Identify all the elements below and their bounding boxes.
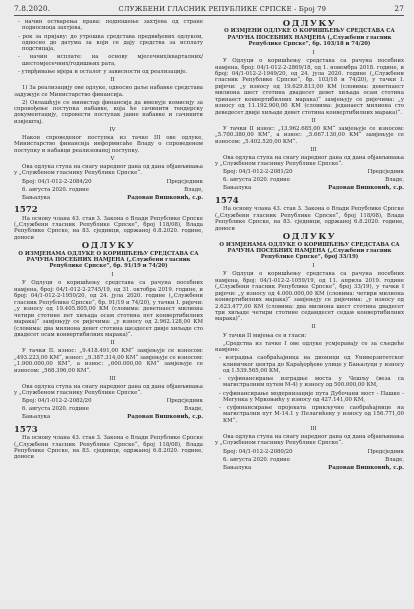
page-header <box>14 4 404 16</box>
paragraph: Ова одлука ступа на снагу наредног дана од дана објављивања у „Службеном гласнику Републике Српске“. <box>215 434 404 447</box>
paragraph: Ова одлука ступа на снагу наредног дана од дана објављивања у „Службеном гласнику Републике Српске“. <box>14 164 203 177</box>
section-number: III <box>310 425 317 432</box>
list-item: - начин остварења права: подношење захтјева од стране подносиоца захтјева, <box>18 19 203 32</box>
act-number: 1572 <box>14 205 38 216</box>
signatory-org: Владе, <box>385 177 404 184</box>
paragraph: У тачки II износ: „13.962.685,00 КМ“ замјењује се износом: „5.700.380,00 КМ“, а износ: „5.667.130,00 КМ“ замјењује се износом: „5.402.520,00 КМ“. <box>215 125 404 145</box>
paragraph: „Средства из тачке I ове одлуке усмјеравају се за сљедеће намјене: <box>215 340 404 354</box>
list-item: - изградња саобраћајница на дионици од Универзитетског клиничког центра до Карађорђеве улице у Бањалуци у износу од 1.539.565,00 КМ, <box>219 355 404 374</box>
list-item: - суфинансирање изградње моста у Чешљу (веза са магистралним путем М-4) у износу од 500.000,00 КМ, <box>219 376 404 389</box>
signatory-name: Радован Вишковић, с.р. <box>127 414 203 421</box>
paragraph: Ова одлука ступа на снагу наредног дана од дана објављивања у „Службеном гласнику Републике Српске“. <box>14 383 203 397</box>
signatory-role: Предсједник <box>166 398 203 405</box>
decision-subtitle: О ИЗМЈЕНАМА ОДЛУКЕ О КОРИШЋЕЊУ СРЕДСТАВА СА РАЧУНА ПОСЕБНИХ НАМЈЕНА („Службени гласник Републике Српске“, број 33/19) <box>219 241 400 260</box>
decision-subtitle: О ИЗМЈЕНИ ОДЛУКЕ О КОРИШЋЕЊУ СРЕДСТАВА СА РАЧУНА ПОСЕБНИХ НАМЈЕНА („Службени гласник Републике Српске“, бр. 103/18 и 74/20) <box>224 28 395 47</box>
preamble: На основу члана 43. став 3. Закона о Влади Републике Српске („Службени гласник Републике Српске“, број 118/08), Влада Републике Српске, на 83. сједници, одржаној 6.8.2020. године, доноси <box>215 206 404 232</box>
decision-subtitle: О ИЗМЈЕНАМА ОДЛУКЕ О КОРИШЋЕЊУ СРЕДСТАВА СА РАЧУНА ПОСЕБНИХ НАМЈЕНА („Службени гласник Републике Српске“, бр. 91/19 и 74/20) <box>18 250 199 270</box>
act-number: 1574 <box>215 195 239 206</box>
signatory-org: Владе, <box>184 406 203 413</box>
section-number: V <box>110 155 115 162</box>
signature-block <box>215 169 404 192</box>
paragraph: У Одлуци о коришћењу средстава са рачуна посебних намјена, број: 04/1-012-2-1059/19, од 11. априла 2019. године („Службени гласник Републике Српске“, број 33/19), у тачки I ријечи: „у износу од 4.000.000,00 КМ (словима: четири милиона конвертибилних марака)“ замјењују се ријечима: „у износу од 2.623.477,00 КМ (словима: два милиона шест стотина двадесет три хиљаде четири стотине седамдесет седам конвертибилних марака)“. <box>215 271 404 323</box>
doc-place: Бањалука <box>223 185 252 192</box>
paragraph: 1) За реализацију ове одлуке, односно даље набавке средстава задужује се Министарство финансија. <box>14 85 203 98</box>
doc-date: 6. августа 2020. године <box>223 177 290 184</box>
paragraph: 2) Овлашћује се министар финансија да именује комисију за спровођење поступка набавке, која ће сачинити тендерску документацију, спровести поступак јавне набавке и сачинити извјештај. <box>14 99 203 125</box>
header-date: 7.8.2020. <box>14 4 51 13</box>
decision-title: ОДЛУКУ <box>81 241 136 252</box>
doc-number: Број: 04/1-012-2-2084/20 <box>22 178 92 185</box>
signatory-role: Предсједник <box>367 169 404 176</box>
signature-block <box>14 179 203 202</box>
paragraph: У тачки II мијења се и гласи: <box>223 332 307 339</box>
left-column <box>14 19 203 609</box>
section-number: II <box>110 77 115 83</box>
paragraph: Ова одлука ступа на снагу наредног дана од дана објављивања у „Службеном гласнику Републике Српске“. <box>215 154 404 168</box>
paragraph: У тачки II. износ: „9.418.491,00 КМ“ замјењује се износом: „493.223,00 КМ“, износ: „9.387.314,00 КМ“ замјењује се износом: „1.900.000,00 КМ“, а износ: „600.000,00 КМ“ замјењује се износом: „568.396,00 КМ“. <box>14 348 203 374</box>
section-number: I <box>312 263 315 270</box>
signatory-role: Предсједник <box>367 448 404 455</box>
header-title: СЛУЖБЕНИ ГЛАСНИК РЕПУБЛИКЕ СРПСКЕ - Број 79 <box>118 5 327 13</box>
list-item: - начин исплате: на основу мјесечних/кварталних/шестомјесечних/годишњих рата, <box>18 54 203 67</box>
preamble: На основу члана 43. став 3. Закона о Влади Републике Српске („Службени гласник Републике Српске“, број 118/08), Влада Републике Српске, на 83. сједници, одржаној 6.8.2020. године, доноси <box>14 215 203 241</box>
list-item: - утврђивање мјера и осталог у зависности од реализације. <box>18 68 188 75</box>
section-number: III <box>109 375 116 382</box>
doc-place: Бањалука <box>22 194 51 201</box>
signatory-name: Радован Вишковић, с.р. <box>127 194 203 201</box>
doc-date: 6. августа 2020. године <box>22 186 89 193</box>
signatory-role: Предсједник <box>166 178 203 185</box>
doc-number: Број: 04/1-012-2-2081/20 <box>223 169 293 176</box>
doc-place: Бањалука <box>22 414 51 421</box>
decision-title: ОДЛУКУ <box>282 232 337 243</box>
list-item: - рок за пријаву: до утрошка средстава предвиђених одлуком, односно до датума за који се дају средства за исплату подстицаја, <box>18 33 203 53</box>
doc-date: 6. августа 2020. године <box>22 406 89 413</box>
doc-place: Бањалука <box>223 464 252 471</box>
doc-date: 6. августа 2020. године <box>223 456 290 463</box>
paragraph: У Одлуци о коришћењу средстава са рачуна посебних намјена, број: 04/1-012-2-2869/18, од 1. новембра 2018. године, и број: 04/1-012-2-1949/20, од 24. јула 2020. године („Службени гласник Републике Српске“, бр. 103/18 и 74/20), у тачки I. ријечи: „у износу од 19.629.813,00 КМ (словима: деветнаест милиона шест стотина двадесет девет хиљада осам стотина тринаест конвертибилних марака)“ замјењују се ријечима: „у износу од 11.192.900,00 КМ (словима: једанаест милиона сто деведесет двије хиљаде девет стотина конвертибилних марака)“. <box>215 58 404 116</box>
section-number: III <box>310 146 317 153</box>
section-number: II <box>311 117 316 124</box>
paragraph: Након спроведеног поступка из тачке III ове одлуке, Министарство финансија информисаће Владу о спроведеном поступку и набавци реализованој поступку. <box>14 135 203 154</box>
signature-block <box>215 449 404 472</box>
signature-block <box>14 398 203 421</box>
list-item: - суфинансирање модернизације пута Дубочани мост - Пашке - Мегунка у Мркоњићу у износу од 427.141,00 КМ, <box>219 390 404 403</box>
paragraph: У Одлуци о коришћењу средстава са рачуна посебних намјена, број: 04/1-012-2-2745/19, од 31. октобра 2019. године, и број: 04/1-012-2-1950/20, од 24. јула 2020. године („Службени гласник Републике Српске“, бр. 91/19 и 74/20), у тачки I. ријечи: „у износу од 19.405.805,00 КМ (словима: деветнаест милиона четири стотине пет хиљада осам стотина пет конвертибилних марака)“ замјењују се ријечима: „у износу од 2.962.128,00 КМ (словима: два милиона девет стотина шездесет двије хиљаде сто двадесет осам конвертибилних марака)“. <box>14 280 203 339</box>
columns <box>14 19 404 609</box>
signatory-org: Владе, <box>184 186 203 193</box>
signatory-name: Радован Вишковић, с.р. <box>328 185 404 192</box>
doc-number: Број: 04/1-012-2-2080/20 <box>223 448 293 455</box>
header-page-number: 27 <box>394 4 404 13</box>
section-number: I <box>111 272 114 279</box>
signatory-org: Владе, <box>385 456 404 463</box>
section-number: I <box>312 50 315 57</box>
section-number: II <box>311 324 316 331</box>
list-item: - суфинансирање пројеката прикључне саобраћајнице на магистрални пут М-14.1 у Пелагићеву у износу од 156.771,00 КМ“. <box>219 405 404 424</box>
decision-title: ОДЛУКУ <box>282 19 337 29</box>
act-number: 1573 <box>14 424 38 435</box>
section-number: II <box>110 340 115 347</box>
preamble: На основу члана 43. став 3. Закона о Влади Републике Српске („Службени гласник Републике Српске“, број 118/08), Влада Републике Српске, на 83. сједници, одржаној 6.8.2020. године, доноси <box>14 435 203 461</box>
signatory-name: Радован Вишковић, с.р. <box>328 464 404 471</box>
section-number: IV <box>109 126 116 133</box>
right-column <box>215 19 404 609</box>
doc-number: Број: 04/1-012-2-2082/20 <box>22 398 92 405</box>
